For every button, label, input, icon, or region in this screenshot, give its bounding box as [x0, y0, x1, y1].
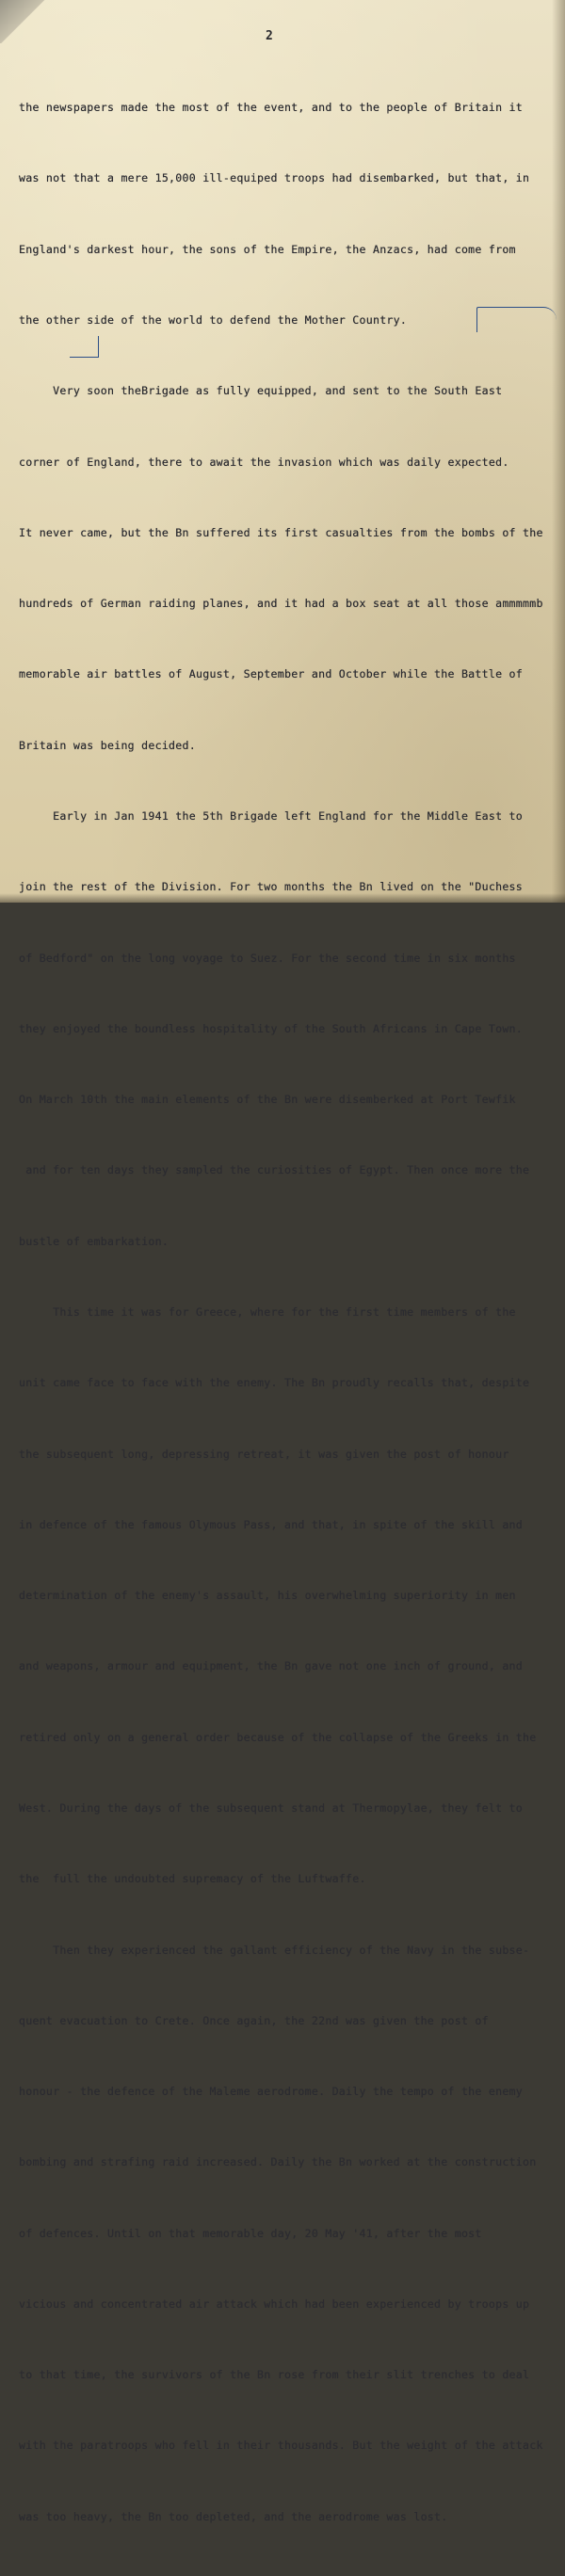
text-line: hundreds of German raiding planes, and it had a box seat at all those ammmmmb	[19, 597, 543, 611]
text-line: On March 10th the main elements of the Bn were disemberked at Port Tewfik	[19, 1093, 516, 1107]
text-line: was too heavy, the Bn too depleted, and the aerodrome was lost.	[19, 2509, 448, 2523]
text-line: bombing and strafing raid increased. Daily the Bn worked at the construction	[19, 2155, 537, 2169]
text-line: It never came, but the Bn suffered its first casualties from the bombs of the	[19, 525, 543, 539]
text-line: the newspapers made the most of the event, and to the people of Britain it	[19, 101, 524, 115]
text-line: Britain was being decided.	[19, 738, 196, 752]
text-line: Very soon theBrigade as fully equipped, and sent to the South East	[19, 384, 503, 398]
text-line: determination of the enemy's assault, his overwhelming superiority in men	[19, 1589, 516, 1603]
text-line: of defences. Until on that memorable day, 20 May '41, after the most	[19, 2226, 482, 2240]
text-line: honour - the defence of the Maleme aerodrome. Daily the tempo of the enemy	[19, 2085, 524, 2099]
text-line: corner of England, there to await the invasion which was daily expected.	[19, 455, 509, 469]
text-line: vicious and concentrated air attack which had been experienced by troops up	[19, 2296, 530, 2311]
text-line: the full the undoubted supremacy of the Luftwaffe.	[19, 1872, 366, 1886]
text-line: and for ten days they sampled the curiosities of Egypt. Then once more the	[19, 1163, 530, 1177]
text-line: in defence of the famous Olymous Pass, and that, in spite of the skill and	[19, 1517, 524, 1531]
text-line: memorable air battles of August, September and October while the Battle of	[19, 667, 524, 681]
page-number: 2	[266, 29, 273, 43]
text-line: join the rest of the Division. For two months the Bn lived on the "Duchess	[19, 880, 524, 894]
text-line: with the paratroops who fell in their thousands. But the weight of the attack	[19, 2439, 543, 2453]
text-line: and weapons, armour and equipment, the Bn gave not one inch of ground, and	[19, 1659, 524, 1673]
text-line: This time it was for Greece, where for the first time members of the	[19, 1304, 516, 1319]
text-line: was not that a mere 15,000 ill-equiped troops had disembarked, but that, in	[19, 171, 530, 185]
text-line: Early in Jan 1941 the 5th Brigade left England for the Middle East to	[19, 809, 524, 823]
text-line: the subsequent long, depressing retreat, it was given the post of honour	[19, 1447, 509, 1461]
text-line: bustle of embarkation.	[19, 1234, 170, 1248]
text-line: quent evacuation to Crete. Once again, the 22nd was given the post of	[19, 2013, 489, 2027]
body-text	[19, 49, 565, 2576]
text-line: to that time, the survivors of the Bn rose from their slit trenches to deal	[19, 2368, 530, 2382]
text-line: England's darkest hour, the sons of the Empire, the Anzacs, had come from	[19, 242, 516, 256]
text-line: the other side of the world to defend the Mother Country.	[19, 313, 408, 328]
text-line: unit came face to face with the enemy. The Bn proudly recalls that, despite	[19, 1376, 530, 1390]
text-line: of Bedford" on the long voyage to Suez. For the second time in six months	[19, 951, 516, 965]
text-line: they enjoyed the boundless hospitality of the South Africans in Cape Town.	[19, 1021, 524, 1035]
text-line: retired only on a general order because of the collapse of the Greeks in the	[19, 1730, 537, 1744]
text-line: Then they experienced the gallant efficiency of the Navy in the subse-	[19, 1943, 530, 1957]
text-line: West. During the days of the subsequent stand at Thermopylae, they felt to	[19, 1800, 524, 1815]
folded-corner	[0, 0, 55, 43]
